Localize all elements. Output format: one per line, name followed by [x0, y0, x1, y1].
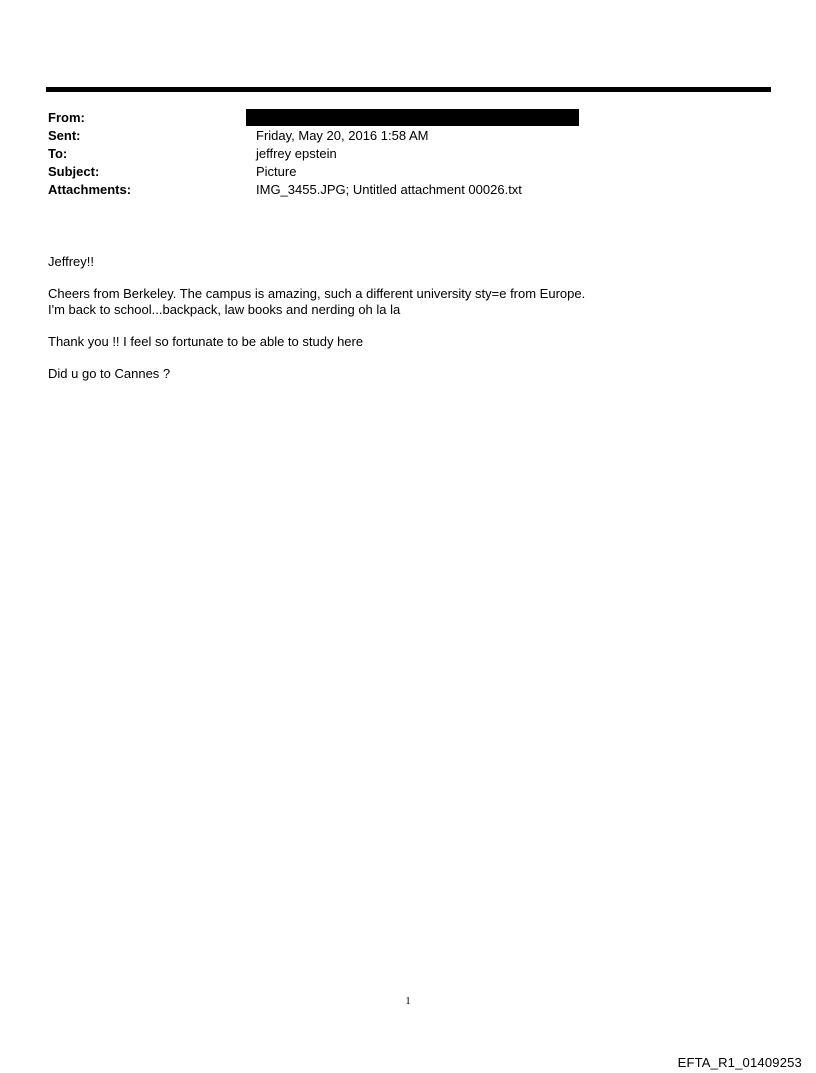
to-value: jeffrey epstein — [256, 146, 337, 161]
from-label: From: — [48, 110, 85, 125]
email-header — [48, 109, 748, 199]
bates-number: EFTA_R1_01409253 — [677, 1055, 802, 1070]
body-paragraph-1 — [48, 286, 748, 318]
greeting: Jeffrey!! — [48, 254, 95, 269]
attachments-value: IMG_3455.JPG; Untitled attachment 00026.txt — [256, 182, 522, 197]
body-paragraph-1-line-2: I'm back to school...backpack, law books and nerding oh la la — [48, 302, 401, 317]
header-divider — [46, 87, 771, 92]
body-paragraph-1-line-1: Cheers from Berkeley. The campus is amazing, such a different university sty=e from Europe. — [48, 286, 586, 301]
sent-row — [48, 127, 748, 145]
email-body — [48, 254, 748, 398]
sent-value: Friday, May 20, 2016 1:58 AM — [256, 128, 429, 143]
page-number: 1 — [405, 995, 411, 1007]
from-row — [48, 109, 748, 127]
sent-label: Sent: — [48, 128, 81, 143]
subject-label: Subject: — [48, 164, 100, 179]
subject-value: Picture — [256, 164, 297, 179]
to-label: To: — [48, 146, 68, 161]
attachments-label: Attachments: — [48, 182, 132, 197]
attachments-row — [48, 181, 748, 199]
body-paragraph-2: Thank you !! I feel so fortunate to be able to study here — [48, 334, 364, 349]
to-row — [48, 145, 748, 163]
body-paragraph-3: Did u go to Cannes ? — [48, 366, 171, 381]
subject-row — [48, 163, 748, 181]
redaction-block — [246, 109, 579, 126]
